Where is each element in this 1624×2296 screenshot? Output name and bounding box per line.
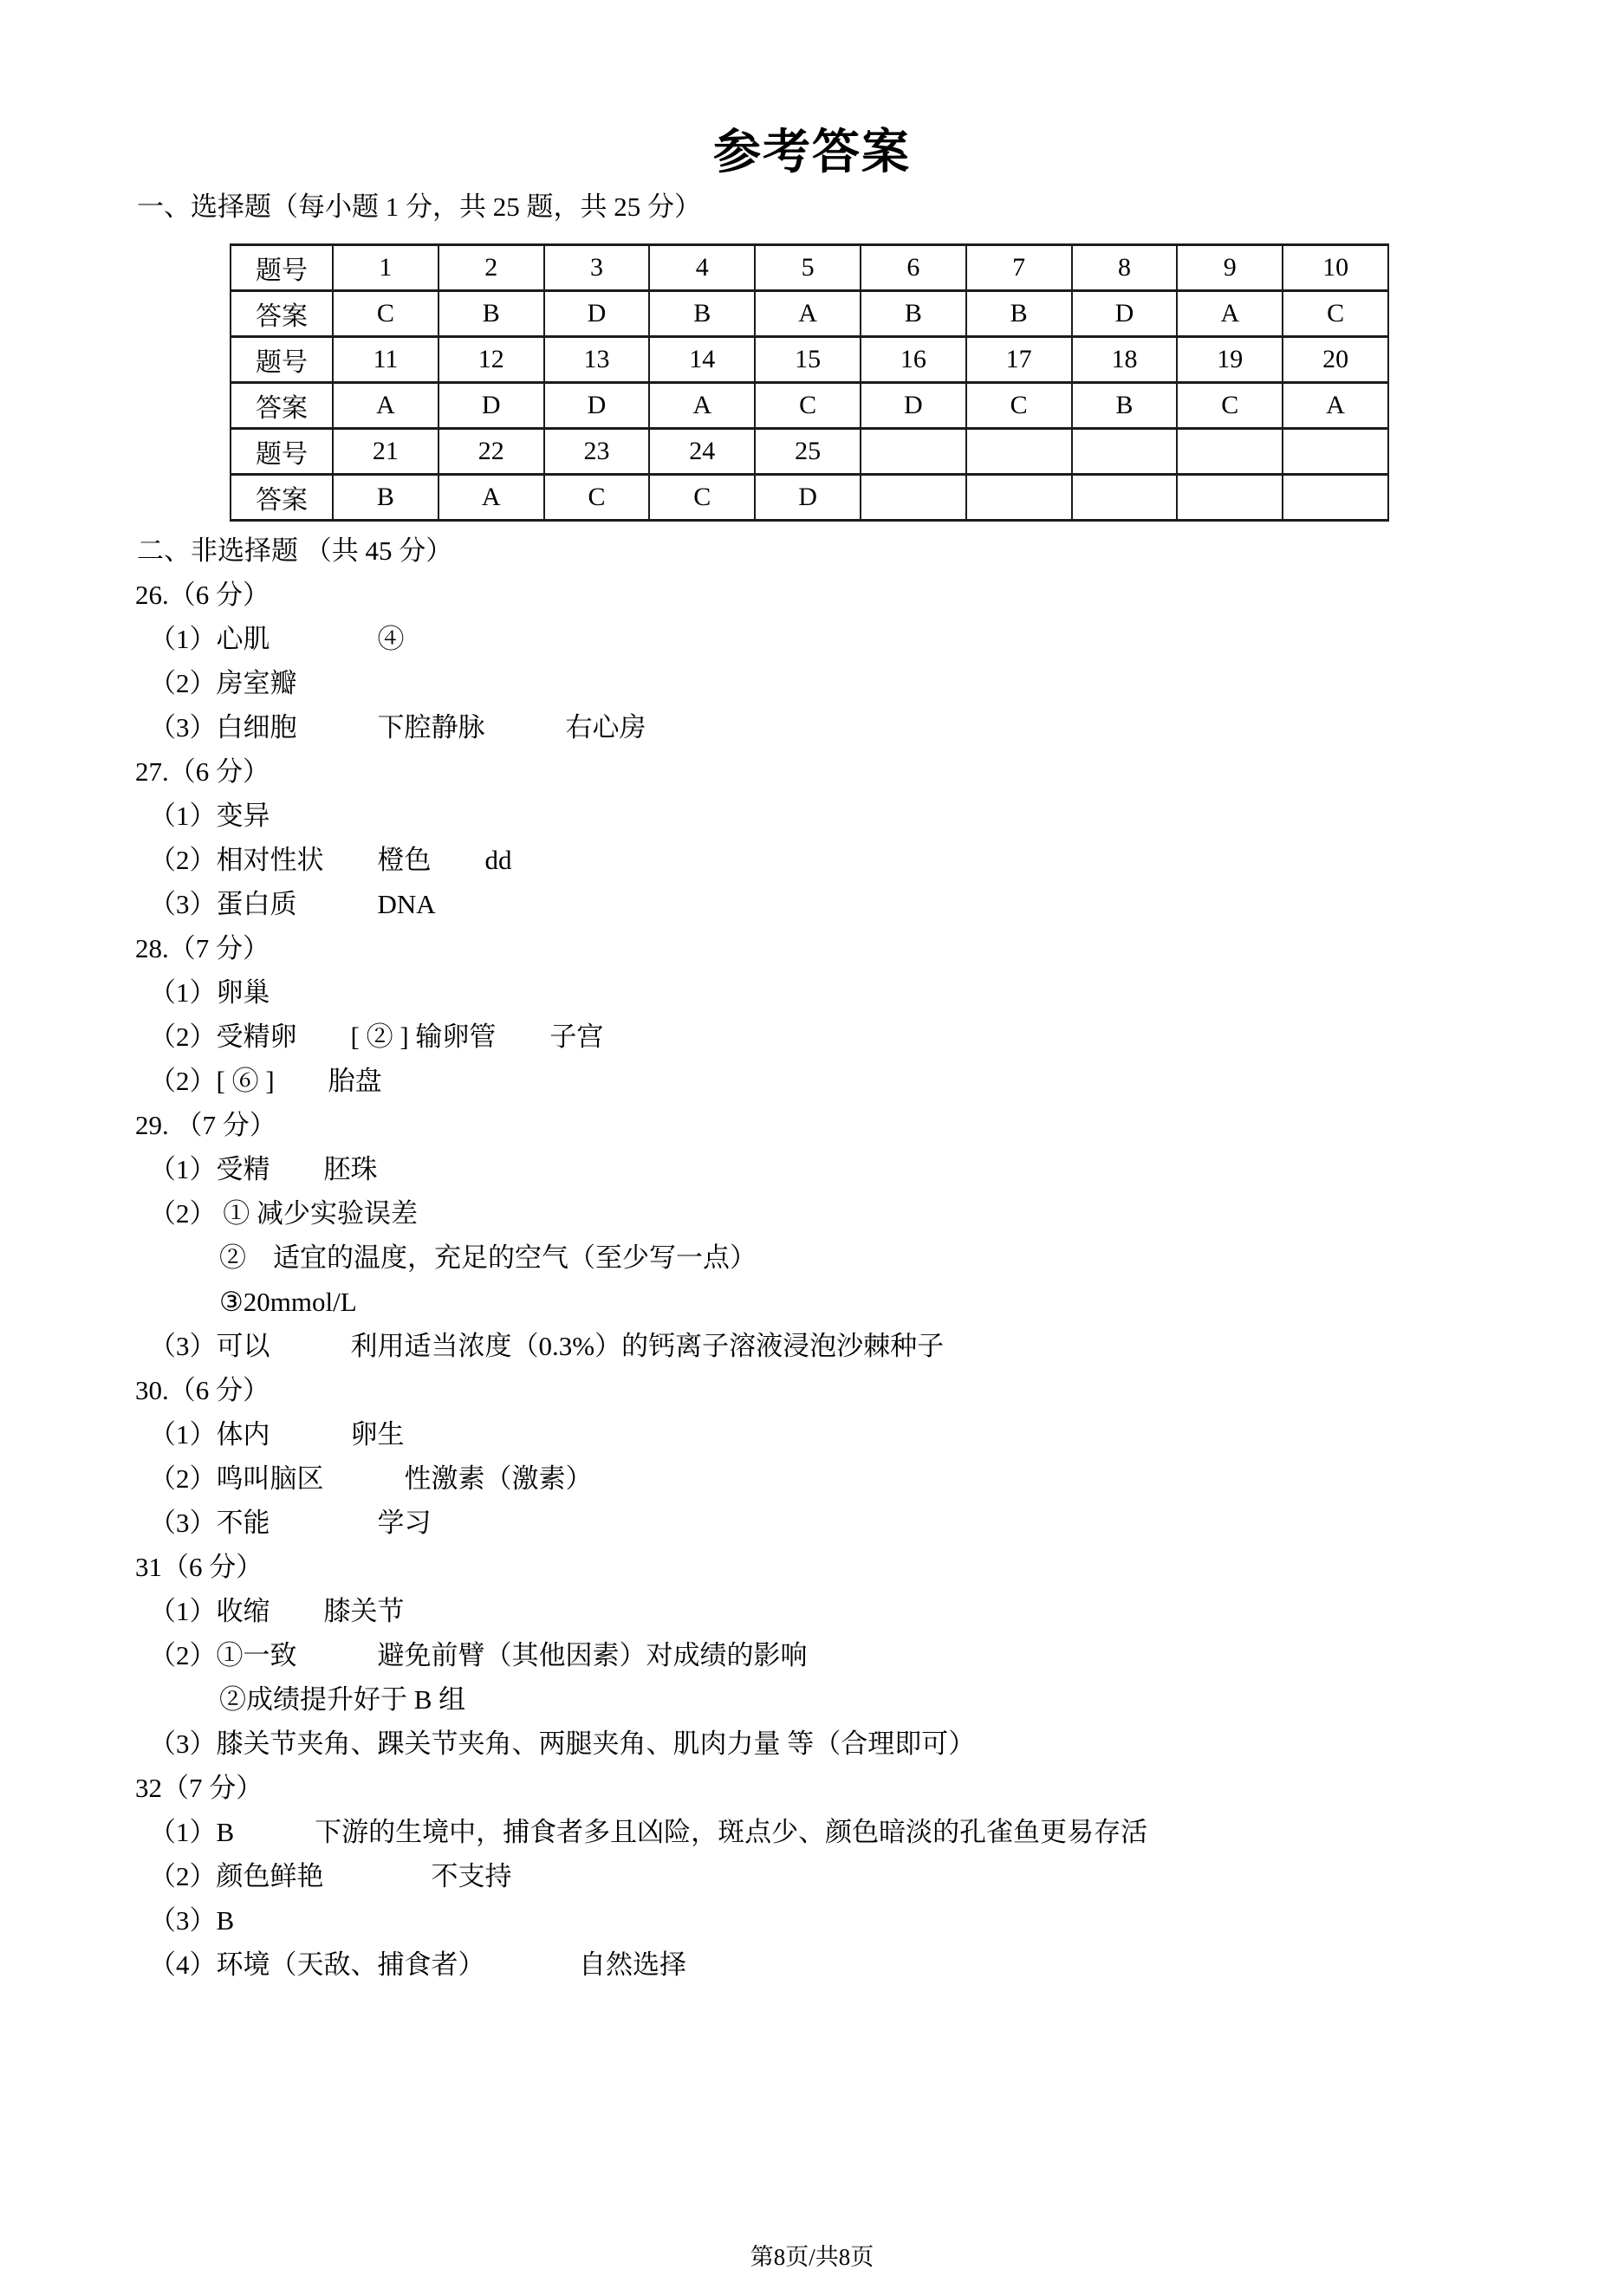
- answer-line: 31（6 分）: [135, 1552, 263, 1582]
- row-header-cell: 答案: [231, 383, 333, 429]
- answer-cell: 11: [333, 337, 438, 383]
- answer-cell: 25: [755, 429, 861, 475]
- answer-cell: 19: [1177, 337, 1283, 383]
- answer-cell: 23: [544, 429, 650, 475]
- answer-cell: 5: [755, 245, 861, 291]
- answer-cell: A: [1177, 291, 1283, 337]
- answer-cell: D: [755, 475, 861, 521]
- answer-line: （3）膝关节夹角、踝关节夹角、两腿夹角、肌肉力量 等（合理即可）: [149, 1728, 976, 1759]
- answer-cell: 2: [438, 245, 544, 291]
- answer-cell: [1177, 475, 1283, 521]
- answer-cell: [1072, 429, 1178, 475]
- answer-cell: A: [333, 383, 438, 429]
- table-row: [231, 337, 1388, 383]
- answers-lines: [0, 573, 1624, 1987]
- answer-line: （2）相对性状 橙色 dd: [149, 845, 512, 875]
- row-header-cell: 答案: [231, 475, 333, 521]
- answer-line: 30.（6 分）: [135, 1375, 270, 1405]
- answer-cell: D: [544, 383, 650, 429]
- answer-cell: C: [649, 475, 755, 521]
- row-header-cell: 题号: [231, 429, 333, 475]
- answer-line: （1）B 下游的生境中，捕食者多且凶险，斑点少、颜色暗淡的孔雀鱼更易存活: [149, 1817, 1148, 1847]
- answer-cell: B: [333, 475, 438, 521]
- answer-cell: 8: [1072, 245, 1178, 291]
- answer-cell: D: [861, 383, 966, 429]
- answer-cell: 16: [861, 337, 966, 383]
- answer-cell: [1283, 475, 1388, 521]
- answer-cell: D: [544, 291, 650, 337]
- answer-cell: 9: [1177, 245, 1283, 291]
- table-row: [231, 475, 1388, 521]
- answer-cell: C: [755, 383, 861, 429]
- answer-cell: B: [1072, 383, 1178, 429]
- answer-line: （1）收缩 膝关节: [149, 1596, 405, 1626]
- answer-line: （3）不能 学习: [149, 1508, 432, 1538]
- answer-line: （2）受精卵 [ ② ] 输卵管 子宫: [149, 1022, 604, 1052]
- answer-line: ② 适宜的温度，充足的空气（至少写一点）: [219, 1242, 757, 1273]
- section2-heading: 二、非选择题 （共 45 分）: [137, 535, 453, 566]
- answer-line: （2）鸣叫脑区 性激素（激素）: [149, 1463, 593, 1494]
- answer-cell: 15: [755, 337, 861, 383]
- answer-line: （3）蛋白质 DNA: [149, 889, 436, 919]
- answer-cell: 24: [649, 429, 755, 475]
- answer-cell: A: [649, 383, 755, 429]
- answer-cell: [1283, 429, 1388, 475]
- answer-cell: A: [755, 291, 861, 337]
- answer-cell: C: [966, 383, 1072, 429]
- answer-cell: 10: [1283, 245, 1388, 291]
- table-row: [231, 383, 1388, 429]
- answer-cell: C: [1283, 291, 1388, 337]
- answer-line: （1）卵巢: [149, 977, 270, 1008]
- answer-cell: 12: [438, 337, 544, 383]
- table-row: [231, 291, 1388, 337]
- answer-cell: 21: [333, 429, 438, 475]
- answer-line: （2）颜色鲜艳 不支持: [149, 1861, 512, 1891]
- answer-line: 27.（6 分）: [135, 756, 270, 787]
- answer-line: （1）心肌 ④: [149, 624, 405, 654]
- answer-line: （3）B: [149, 1905, 235, 1936]
- answer-line: （4）环境（天敌、捕食者） 自然选择: [149, 1949, 686, 1980]
- answer-line: （2）房室瓣: [149, 668, 297, 698]
- answer-cell: 7: [966, 245, 1072, 291]
- answer-cell: C: [544, 475, 650, 521]
- answer-cell: [1177, 429, 1283, 475]
- row-header-cell: 题号: [231, 337, 333, 383]
- answer-cell: [861, 475, 966, 521]
- answer-line: （1）变异: [149, 801, 270, 831]
- answer-line: （2）[ ⑥ ] 胎盘: [149, 1066, 382, 1096]
- answer-line: 32（7 分）: [135, 1773, 263, 1803]
- answer-cell: 20: [1283, 337, 1388, 383]
- answer-cell: [1072, 475, 1178, 521]
- table-row: [231, 429, 1388, 475]
- answer-cell: [861, 429, 966, 475]
- answer-line: （1）体内 卵生: [149, 1419, 405, 1450]
- answer-cell: A: [1283, 383, 1388, 429]
- section1-heading: 一、选择题（每小题 1 分，共 25 题，共 25 分）: [137, 191, 701, 222]
- answer-cell: A: [438, 475, 544, 521]
- answer-cell: 13: [544, 337, 650, 383]
- answer-cell: 1: [333, 245, 438, 291]
- answer-cell: 6: [861, 245, 966, 291]
- answer-cell: [966, 475, 1072, 521]
- row-header-cell: 题号: [231, 245, 333, 291]
- non-choice-answers: [0, 529, 1624, 1987]
- multiple-choice-answer-table: [230, 243, 1389, 522]
- answer-line: （3）可以 利用适当浓度（0.3%）的钙离子溶液浸泡沙棘种子: [149, 1331, 945, 1361]
- answer-cell: [966, 429, 1072, 475]
- answer-cell: B: [861, 291, 966, 337]
- page-title: 参考答案: [712, 125, 911, 178]
- row-header-cell: 答案: [231, 291, 333, 337]
- answer-cell: 22: [438, 429, 544, 475]
- answer-cell: 3: [544, 245, 650, 291]
- answer-cell: C: [1177, 383, 1283, 429]
- answer-cell: 14: [649, 337, 755, 383]
- answer-cell: C: [333, 291, 438, 337]
- answer-cell: 4: [649, 245, 755, 291]
- answer-cell: B: [966, 291, 1072, 337]
- answer-cell: B: [438, 291, 544, 337]
- table-row: [231, 245, 1388, 291]
- answer-cell: 17: [966, 337, 1072, 383]
- answer-cell: B: [649, 291, 755, 337]
- answer-line: 29. （7 分）: [135, 1110, 276, 1140]
- answer-line: 26.（6 分）: [135, 580, 270, 610]
- answer-line: ③20mmol/L: [219, 1287, 357, 1317]
- answer-line: 28.（7 分）: [135, 933, 270, 963]
- answer-cell: 18: [1072, 337, 1178, 383]
- answer-line: （3）白细胞 下腔静脉 右心房: [149, 712, 646, 743]
- answer-line: （2） ① 减少实验误差: [149, 1198, 418, 1229]
- answer-line: （2）①一致 避免前臂（其他因素）对成绩的影响: [149, 1640, 808, 1670]
- answer-cell: D: [438, 383, 544, 429]
- answer-line: ②成绩提升好于 B 组: [219, 1684, 466, 1715]
- answer-line: （1）受精 胚珠: [149, 1154, 378, 1184]
- answer-cell: D: [1072, 291, 1178, 337]
- page-number-footer: 第8页/共8页: [750, 2244, 874, 2270]
- answer-table-body: [231, 245, 1388, 521]
